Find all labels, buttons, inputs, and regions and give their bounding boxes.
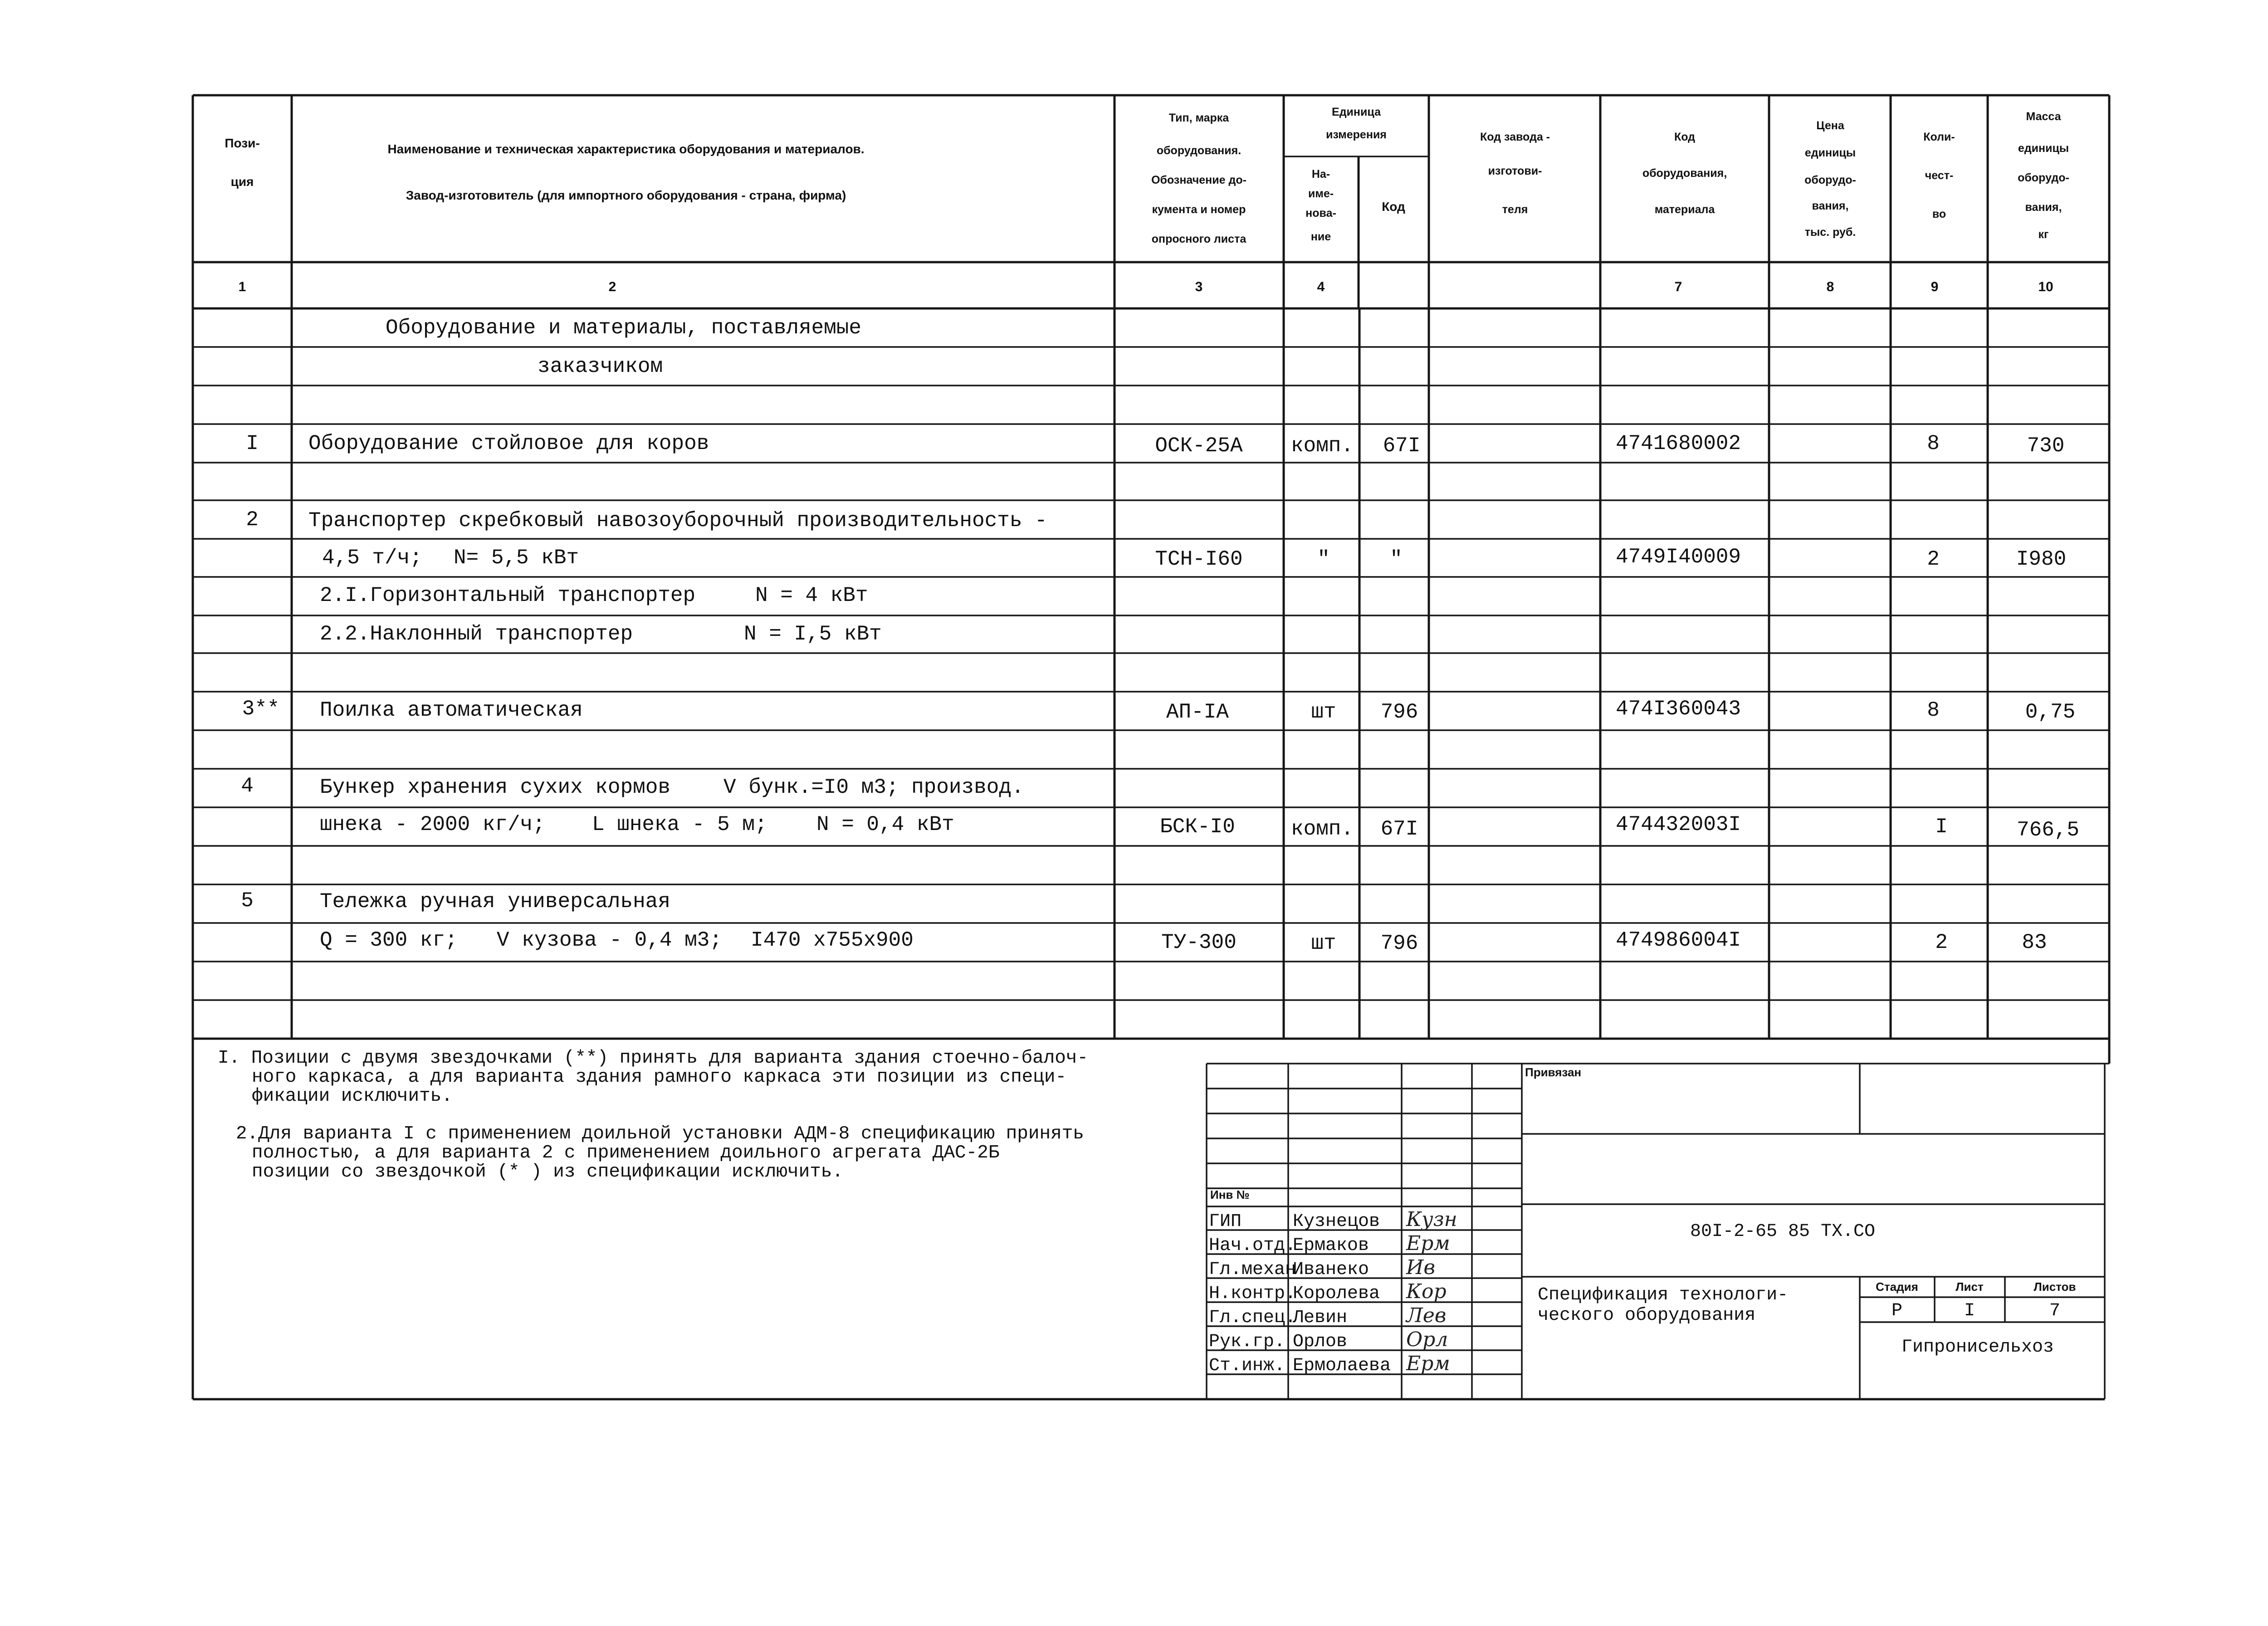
note-line: ного каркаса, а для варианта здания рамного каркаса эти позиции из специ- <box>252 1067 1067 1088</box>
header-name-1: Наименование и техническая характеристика оборудования и материалов. <box>387 142 865 156</box>
header-unit-name-3: нова- <box>1305 207 1336 220</box>
sheet-label: Лист <box>1955 1280 1984 1294</box>
row-name: Оборудование стойловое для коров <box>308 432 709 455</box>
header-qty-2: чест- <box>1925 169 1954 182</box>
document-title-2: ческого оборудования <box>1538 1305 1756 1326</box>
sub-item-1: 2.I.Горизонтальный транспортер <box>320 584 696 607</box>
sheets-label: Листов <box>2033 1280 2076 1294</box>
header-price-4: вания, <box>1812 200 1849 212</box>
stamp-name: Королева <box>1293 1284 1380 1304</box>
stamp-role: Рук.гр. <box>1209 1332 1286 1352</box>
row-name: Транспортер скребковый навозоуборочный производительность - <box>308 509 1047 532</box>
row-unit: комп. <box>1290 817 1354 841</box>
header-unit-2: измерения <box>1326 128 1387 141</box>
stamp-name: Ермолаева <box>1293 1356 1391 1376</box>
row-qty: 8 <box>1927 432 1940 455</box>
row-code: 474432003I <box>1615 813 1741 836</box>
col-num: 3 <box>1195 279 1203 294</box>
row-type: АП-IА <box>1166 700 1229 724</box>
signature: Лев <box>1406 1304 1447 1327</box>
row-code: 4741680002 <box>1615 432 1741 455</box>
document-title-1: Спецификация технологи- <box>1538 1285 1789 1305</box>
header-factory-2: изготови- <box>1488 165 1542 177</box>
header-price-3: оборудо- <box>1804 174 1856 186</box>
stamp-name: Левин <box>1293 1308 1348 1328</box>
row-name-line2: Q = 300 кг; <box>320 928 458 952</box>
row-name: Поилка автоматическая <box>320 698 583 722</box>
sub-item-2-power: N = I,5 кВт <box>744 622 882 646</box>
row-name-line2: 4,5 т/ч; <box>322 546 422 570</box>
signature: Ерм <box>1406 1232 1450 1255</box>
note-line: 2.Для варианта I с применением доильной установки АДМ-8 спецификацию принять <box>236 1123 1084 1144</box>
signature: Кузн <box>1406 1208 1457 1231</box>
col-num: 2 <box>608 279 616 294</box>
note-line: полностью, а для варианта 2 с применением доильного агрегата ДАС-2Б <box>252 1143 1000 1163</box>
header-qty-1: Коли- <box>1923 131 1955 143</box>
note-line: позиции со звездочкой (* ) из спецификации исключить. <box>252 1162 844 1182</box>
stage-value: Р <box>1891 1301 1903 1321</box>
header-unit-name-1: На- <box>1311 168 1330 181</box>
col-num: 4 <box>1317 279 1325 294</box>
col-num: 9 <box>1931 279 1939 294</box>
col-num: 1 <box>238 279 246 294</box>
row-unit: комп. <box>1290 434 1354 458</box>
row-unit-code: 796 <box>1380 932 1418 955</box>
row-mass: 730 <box>2027 434 2065 458</box>
header-price-5: тыс. руб. <box>1804 226 1856 239</box>
header-unit-name-2: име- <box>1308 187 1334 200</box>
sub-item-1-power: N = 4 кВт <box>755 584 868 607</box>
header-type-3: Обозначение до- <box>1151 174 1246 186</box>
row-name-line2b: N= 5,5 кВт <box>454 546 579 570</box>
row-position: 3** <box>242 697 280 721</box>
row-position: 4 <box>241 774 254 798</box>
row-type: ТСН-I60 <box>1155 547 1243 571</box>
header-mass-5: кг <box>2038 228 2049 241</box>
header-code-1: Код <box>1674 131 1696 143</box>
stamp-name: Орлов <box>1293 1332 1348 1352</box>
row-name-line2c: N = 0,4 кВт <box>816 813 954 836</box>
row-name: Тележка ручная универсальная <box>320 890 670 913</box>
row-unit-code: 67I <box>1383 434 1421 458</box>
stamp-role: Гл.механ. <box>1209 1260 1307 1280</box>
stage-label: Стадия <box>1876 1280 1918 1294</box>
signature: Ив <box>1406 1256 1435 1279</box>
header-code-2: оборудования, <box>1642 167 1727 180</box>
note-line: фикации исключить. <box>252 1086 453 1107</box>
row-name-b: V бунк.=I0 м3; производ. <box>723 776 1024 799</box>
header-price-1: Цена <box>1816 119 1844 132</box>
row-mass: I980 <box>2016 547 2067 571</box>
row-name-line2c: I470 х755х900 <box>751 928 914 952</box>
header-type-2: оборудования. <box>1156 144 1242 157</box>
row-mass: 0,75 <box>2025 700 2076 724</box>
document-code: 80I-2-65 85 ТХ.СО <box>1690 1221 1876 1242</box>
header-position-1: Пози- <box>225 136 260 150</box>
row-code: 4749I40009 <box>1615 545 1741 569</box>
row-qty: 8 <box>1927 698 1940 722</box>
header-mass-2: единицы <box>2018 142 2069 155</box>
row-mass: 83 <box>2022 931 2047 954</box>
row-type: ТУ-300 <box>1161 931 1237 954</box>
sheet-value: I <box>1964 1301 1975 1321</box>
row-type: БСК-I0 <box>1160 815 1235 839</box>
attached-label: Привязан <box>1525 1065 1582 1079</box>
header-factory-1: Код завода - <box>1480 131 1550 143</box>
header-unit-code: Код <box>1382 200 1405 214</box>
header-price-2: единицы <box>1804 146 1856 159</box>
stamp-role: Нач.отд. <box>1209 1235 1296 1256</box>
row-name-line2b: V кузова - 0,4 м3; <box>497 928 722 952</box>
section-title-line2: заказчиком <box>538 355 663 378</box>
header-code-3: материала <box>1654 203 1715 216</box>
header-mass-1: Масса <box>2026 110 2061 123</box>
header-unit-1: Единица <box>1332 106 1381 118</box>
row-unit-code: 67I <box>1380 817 1418 841</box>
row-name-line2: шнека - 2000 кг/ч; <box>320 813 545 836</box>
header-name-2: Завод-изготовитель (для импортного оборудования - страна, фирма) <box>406 188 846 202</box>
row-position: I <box>246 432 259 455</box>
col-num: 8 <box>1826 279 1834 294</box>
row-unit: шт <box>1311 932 1336 955</box>
inventory-label: Инв № <box>1210 1188 1250 1201</box>
col-num: 7 <box>1674 279 1682 294</box>
note-line: I. Позиции с двумя звездочками (**) принять для варианта здания стоечно-балоч- <box>218 1048 1089 1069</box>
header-type-4: кумента и номер <box>1152 203 1246 216</box>
row-unit: " <box>1317 547 1330 571</box>
row-unit-code: 796 <box>1380 700 1418 724</box>
header-mass-3: оборудо- <box>2018 171 2069 184</box>
header-factory-3: теля <box>1502 203 1528 216</box>
stamp-role: Н.контр. <box>1209 1284 1296 1304</box>
row-position: 2 <box>246 508 259 532</box>
row-qty: 2 <box>1935 931 1948 954</box>
row-name: Бункер хранения сухих кормов <box>320 776 670 799</box>
stamp-name: Иванеко <box>1293 1260 1369 1280</box>
stamp-role: ГИП <box>1209 1211 1242 1232</box>
stamp-role: Гл.спец. <box>1209 1308 1296 1328</box>
header-position-2: ция <box>230 175 254 189</box>
row-unit: шт <box>1311 700 1336 724</box>
row-mass: 766,5 <box>2016 818 2080 842</box>
stamp-name: Ермаков <box>1293 1235 1369 1256</box>
row-type: ОСК-25А <box>1155 434 1243 458</box>
row-qty: I <box>1935 815 1948 839</box>
header-qty-3: во <box>1932 208 1946 220</box>
sub-item-2: 2.2.Наклонный транспортер <box>320 622 633 646</box>
row-code: 474I360043 <box>1615 697 1741 721</box>
sheets-value: 7 <box>2049 1301 2061 1321</box>
header-type-1: Тип, марка <box>1168 112 1229 124</box>
section-title-line1: Оборудование и материалы, поставляемые <box>386 316 861 340</box>
header-type-5: опросного листа <box>1151 233 1246 245</box>
signature: Орл <box>1406 1328 1448 1351</box>
row-code: 474986004I <box>1615 928 1741 952</box>
organization-name: Гипронисельхоз <box>1901 1337 2054 1357</box>
signature: Ерм <box>1406 1352 1450 1375</box>
stamp-name: Кузнецов <box>1293 1211 1380 1232</box>
stamp-role: Ст.инж. <box>1209 1356 1286 1376</box>
row-unit-code: " <box>1390 547 1403 571</box>
signature: Кор <box>1406 1280 1447 1303</box>
col-num: 10 <box>2038 279 2053 294</box>
row-position: 5 <box>241 889 254 913</box>
row-name-line2b: L шнека - 5 м; <box>592 813 767 836</box>
header-mass-4: вания, <box>2025 201 2062 214</box>
header-unit-name-4: ние <box>1310 230 1331 243</box>
row-qty: 2 <box>1927 547 1940 571</box>
